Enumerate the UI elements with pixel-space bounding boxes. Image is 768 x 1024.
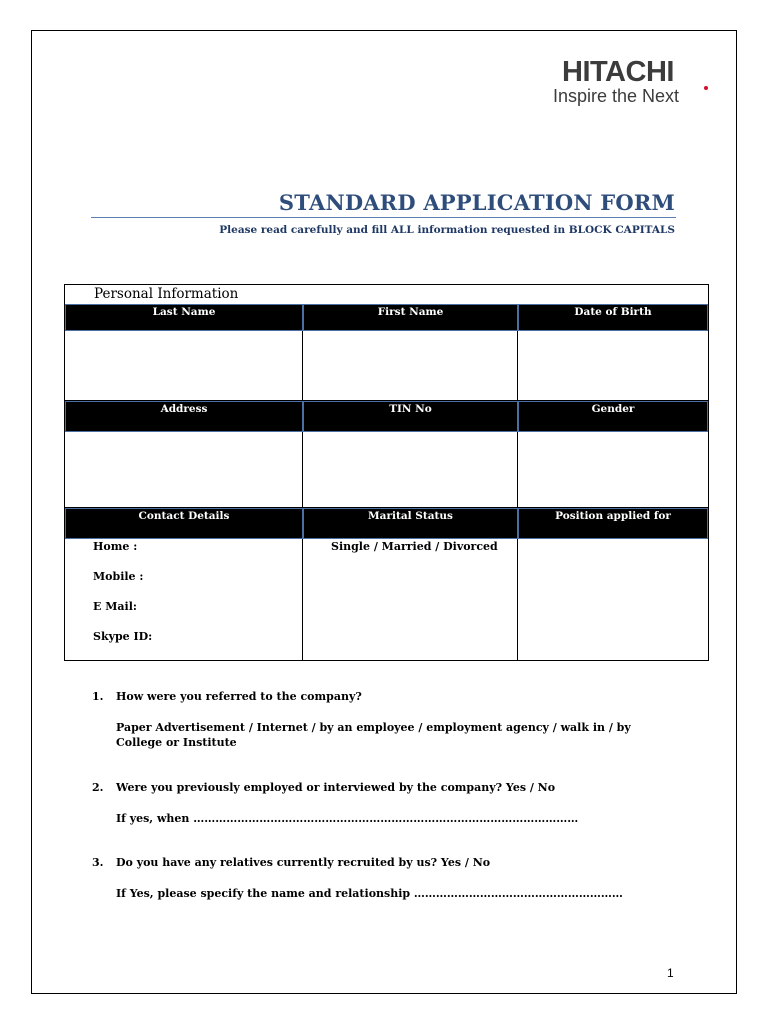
skype-id-label: Skype ID: (93, 630, 153, 643)
mobile-label: Mobile : (93, 570, 144, 583)
home-phone-label: Home : (93, 540, 138, 553)
hitachi-logo (550, 56, 712, 110)
logo-wordmark: HITACHI (562, 56, 674, 88)
question-2-followup[interactable]: If yes, when …………………………………………………………………………………………… (116, 812, 579, 825)
page-number: 1 (667, 966, 674, 980)
date-of-birth-field[interactable] (518, 331, 708, 401)
header-contact-details: Contact Details (65, 508, 303, 539)
tin-no-field[interactable] (303, 432, 518, 508)
logo-tagline: Inspire the Next (553, 86, 680, 106)
header-last-name: Last Name (65, 304, 303, 331)
question-1-options-continued: College or Institute (116, 736, 237, 749)
question-2-number: 2. (92, 781, 104, 794)
header-date-of-birth: Date of Birth (518, 304, 708, 331)
logo-accent-dot (704, 86, 708, 90)
question-1-options: Paper Advertisement / Internet / by an employee / employment agency / walk in / by (116, 721, 631, 734)
header-address: Address (65, 401, 303, 432)
personal-information-table (64, 284, 709, 661)
position-applied-for-field[interactable] (518, 539, 708, 660)
header-gender: Gender (518, 401, 708, 432)
form-title: STANDARD APPLICATION FORM (278, 190, 675, 215)
question-1-number: 1. (92, 690, 104, 703)
form-subtitle: Please read carefully and fill ALL information requested in BLOCK CAPITALS (219, 224, 675, 236)
marital-status-cell (303, 539, 518, 660)
first-name-field[interactable] (303, 331, 518, 401)
last-name-field[interactable] (65, 331, 303, 401)
address-field[interactable] (65, 432, 303, 508)
header-marital-status: Marital Status (303, 508, 518, 539)
header-position-applied-for: Position applied for (518, 508, 708, 539)
title-underline (91, 217, 676, 218)
question-2-text: Were you previously employed or interviewed by the company? Yes / No (116, 781, 556, 794)
marital-status-options[interactable]: Single / Married / Divorced (331, 540, 498, 553)
question-3-text: Do you have any relatives currently recruited by us? Yes / No (116, 856, 491, 869)
contact-details-cell (65, 539, 303, 660)
question-1-text: How were you referred to the company? (116, 690, 362, 703)
header-tin-no: TIN No (303, 401, 518, 432)
question-3-followup[interactable]: If Yes, please specify the name and relationship ………………………………………………… (116, 887, 623, 900)
section-title: Personal Information (94, 286, 239, 302)
question-3-number: 3. (92, 856, 104, 869)
email-label: E Mail: (93, 600, 137, 613)
gender-field[interactable] (518, 432, 708, 508)
header-first-name: First Name (303, 304, 518, 331)
